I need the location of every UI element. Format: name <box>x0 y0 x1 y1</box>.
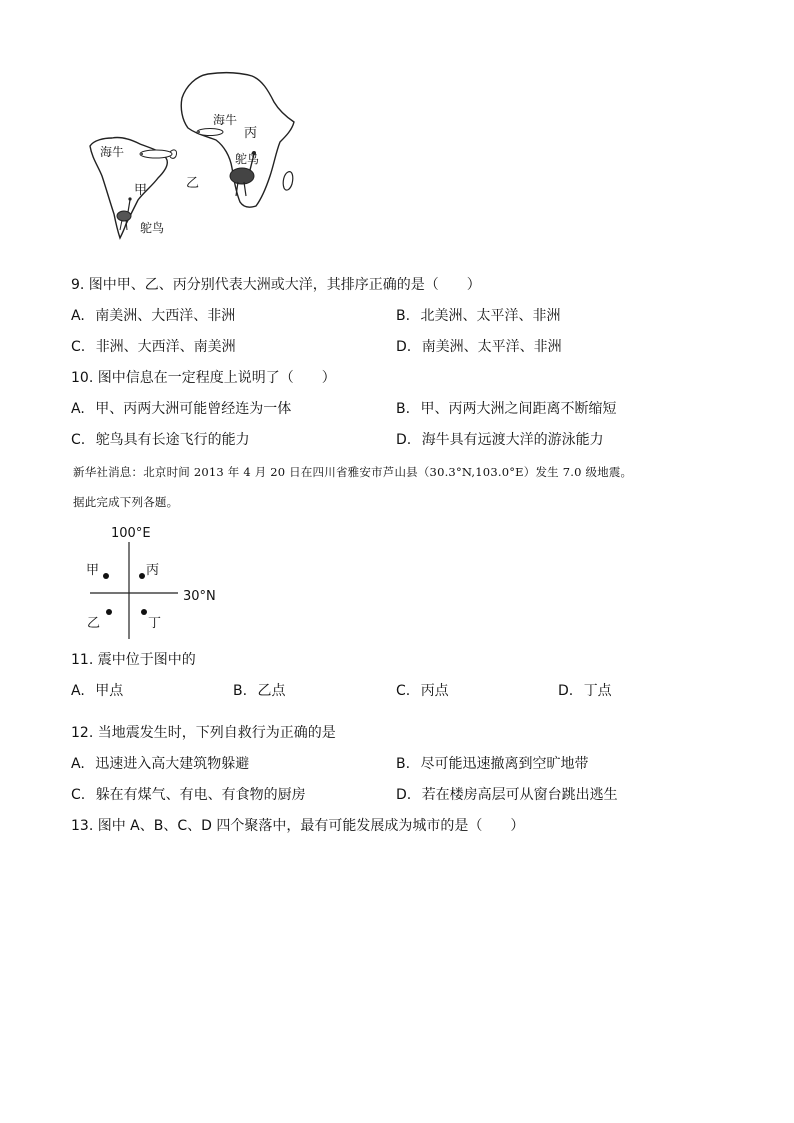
question-12-stem: 12. 当地震发生时，下列自救行为正确的是 <box>71 725 336 741</box>
q11-option-a[interactable] <box>71 682 123 700</box>
q9-option-c[interactable] <box>71 338 236 356</box>
longitude-label: 100°E <box>111 526 151 541</box>
q9-option-b[interactable] <box>396 307 561 325</box>
label-bing: 丙 <box>244 126 258 141</box>
option-letter: C. <box>396 683 411 699</box>
question-11-stem: 11. 震中位于图中的 <box>71 652 196 668</box>
question-13-stem: 13. 图中 A、B、C、D 四个聚落中，最有可能发展成为城市的是（ ） <box>71 818 525 834</box>
point-bing-dot <box>139 573 145 579</box>
q11-option-b[interactable] <box>233 682 286 700</box>
manatee-icon-af <box>197 129 223 136</box>
point-bing-label: 丙 <box>146 563 160 578</box>
option-letter: A. <box>71 683 85 699</box>
q10-option-a[interactable] <box>71 400 291 418</box>
point-ding-dot <box>141 609 147 615</box>
label-jia: 甲 <box>134 183 148 198</box>
option-letter: D. <box>558 683 574 699</box>
option-text: 甲、丙两大洲之间距离不断缩短 <box>420 401 617 417</box>
option-text: 尽可能迅速撤离到空旷地带 <box>420 756 589 772</box>
point-yi-dot <box>106 609 112 615</box>
q12-option-c[interactable] <box>71 786 306 804</box>
option-text: 海牛具有远渡大洋的游泳能力 <box>421 432 604 448</box>
manatee-icon-sa <box>140 150 177 158</box>
option-letter: C. <box>71 432 86 448</box>
coordinate-figure <box>80 526 240 644</box>
point-jia-label: 甲 <box>86 563 100 578</box>
option-text: 躲在有煤气、有电、有食物的厨房 <box>95 787 306 803</box>
label-manatee-sa: 海牛 <box>100 145 125 159</box>
option-text: 乙点 <box>257 683 286 699</box>
option-text: 非洲、大西洋、南美洲 <box>95 339 236 355</box>
label-manatee-af: 海牛 <box>213 113 238 127</box>
q12-option-b[interactable] <box>396 755 589 773</box>
option-letter: D. <box>396 432 412 448</box>
option-text: 迅速进入高大建筑物躲避 <box>95 756 250 772</box>
label-ostrich-sa: 鸵鸟 <box>140 221 165 235</box>
q12-option-a[interactable] <box>71 755 249 773</box>
q9-option-d[interactable] <box>396 338 562 356</box>
q10-option-c[interactable] <box>71 431 250 449</box>
option-letter: C. <box>71 787 86 803</box>
option-letter: B. <box>396 756 411 772</box>
option-letter: D. <box>396 787 412 803</box>
q11-option-c[interactable] <box>396 682 449 700</box>
q9-option-a[interactable] <box>71 307 235 325</box>
news-passage-line-2: 据此完成下列各题。 <box>73 495 179 509</box>
option-text: 南美洲、太平洋、非洲 <box>421 339 562 355</box>
q10-option-b[interactable] <box>396 400 617 418</box>
point-yi-label: 乙 <box>87 616 101 631</box>
option-letter: B. <box>396 401 411 417</box>
continents-map-figure <box>82 68 302 240</box>
question-10-stem: 10. 图中信息在一定程度上说明了（ ） <box>71 370 336 386</box>
option-text: 丙点 <box>420 683 449 699</box>
news-passage-line-1: 新华社消息：北京时间 2013 年 4 月 20 日在四川省雅安市芦山县（30.3°N,103.0°E）发生 7.0 级地震。 <box>73 465 633 479</box>
point-ding-label: 丁 <box>148 616 162 631</box>
option-text: 甲点 <box>95 683 124 699</box>
option-text: 丁点 <box>583 683 612 699</box>
point-jia-dot <box>103 573 109 579</box>
option-letter: B. <box>396 308 411 324</box>
option-text: 北美洲、太平洋、非洲 <box>420 308 561 324</box>
madagascar-outline <box>283 172 293 190</box>
q11-option-d[interactable] <box>558 682 612 700</box>
option-letter: D. <box>396 339 412 355</box>
option-text: 若在楼房高层可从窗台跳出逃生 <box>421 787 618 803</box>
option-text: 南美洲、大西洋、非洲 <box>95 308 236 324</box>
q12-option-d[interactable] <box>396 786 618 804</box>
option-letter: A. <box>71 308 85 324</box>
q10-option-d[interactable] <box>396 431 604 449</box>
option-letter: A. <box>71 756 85 772</box>
option-letter: B. <box>233 683 248 699</box>
option-letter: C. <box>71 339 86 355</box>
option-text: 甲、丙两大洲可能曾经连为一体 <box>95 401 292 417</box>
question-9-stem: 9. 图中甲、乙、丙分别代表大洲或大洋，其排序正确的是（ ） <box>71 277 481 293</box>
label-yi: 乙 <box>186 176 200 191</box>
latitude-label: 30°N <box>183 589 216 604</box>
label-ostrich-af: 鸵鸟 <box>235 152 260 166</box>
option-letter: A. <box>71 401 85 417</box>
option-text: 鸵鸟具有长途飞行的能力 <box>95 432 250 448</box>
